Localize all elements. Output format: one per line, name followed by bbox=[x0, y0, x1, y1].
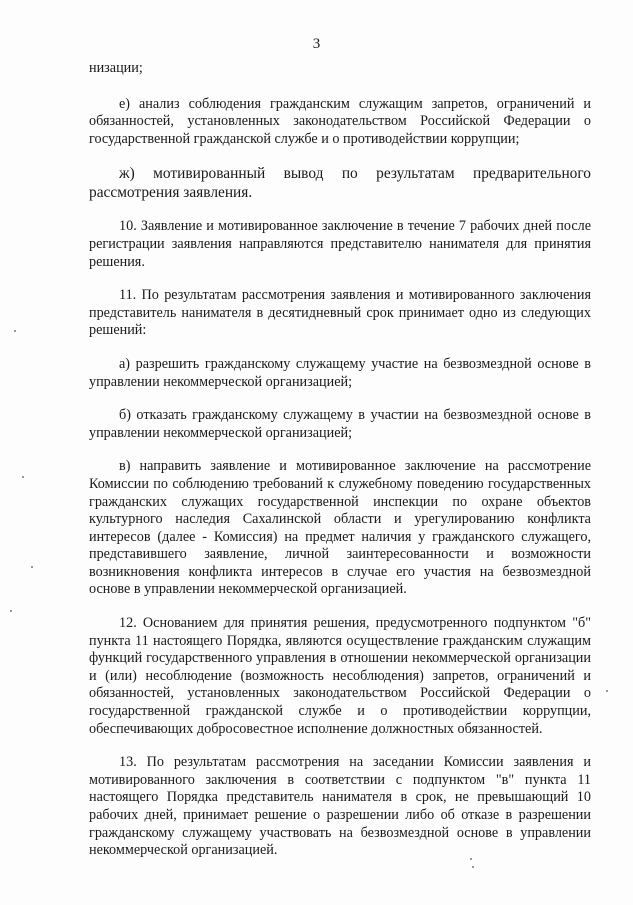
scan-speck bbox=[31, 566, 33, 568]
scan-speck bbox=[10, 610, 12, 612]
document-body bbox=[89, 60, 591, 876]
paragraph-continuation: низации; bbox=[89, 60, 143, 76]
paragraph-item-b: б) отказать гражданскому служащему в участии на безвозмездной основе в управлении некоммерческой организацией; bbox=[89, 407, 591, 441]
scan-speck bbox=[606, 690, 608, 692]
scan-speck bbox=[472, 866, 474, 868]
scan-speck bbox=[22, 476, 24, 478]
scan-speck bbox=[14, 330, 16, 332]
paragraph-11: 11. По результатам рассмотрения заявления и мотивированного заключения представитель нанимателя в десятидневный срок принимает одно из следующих решений: bbox=[89, 287, 591, 339]
paragraph-item-a: а) разрешить гражданскому служащему участие на безвозмездной основе в управлении некоммерческой организацией; bbox=[89, 355, 591, 390]
scan-speck bbox=[470, 858, 472, 860]
page-number: 3 bbox=[312, 36, 321, 52]
paragraph-12: 12. Основанием для принятия решения, предусмотренного подпунктом "б" пункта 11 настоящего Порядка, являются осуществление гражданским служащим функций государственного управления в отношении некоммерческой организации и (или) несоблюдение (возможность несоблюдения) запретов, ограничений и обязанностей, установленных законодательством Российской Федерации о государственной гражданской службе и о противодействии коррупции, обеспечивающих добросовестное исполнение должностных обязанностей. bbox=[89, 615, 591, 737]
paragraph-item-v: в) направить заявление и мотивированное заключение на рассмотрение Комиссии по соблюдению требований к служебному поведению государственных гражданских служащих государственной инспекции по охране объектов культурного наследия Сахалинской области и урегулированию конфликта интересов (далее - Комиссия) на предмет наличия у гражданского служащего, представившего заявление, личной заинтересованности и возможности возникновения конфликта интересов в случае его участия на безвозмездной основе в управлении некоммерческой организацией. bbox=[89, 458, 591, 598]
paragraph-13: 13. По результатам рассмотрения на заседании Комиссии заявления и мотивированного заключения в соответствии с подпунктом "в" пункта 11 настоящего Порядка представитель нанимателя в срок, не превышающий 10 рабочих дней, принимает решение о разрешении либо об отказе в разрешении гражданскому служащему участвовать на безвозмездной основе в управлении некоммерческой организацией. bbox=[89, 754, 591, 859]
paragraph-item-e: е) анализ соблюдения гражданским служащим запретов, ограничений и обязанностей, установленных законодательством Российской Федерации о государственной гражданской службе и о противодействии коррупции; bbox=[89, 95, 591, 147]
paragraph-10: 10. Заявление и мотивированное заключение в течение 7 рабочих дней после регистрации заявления направляются представителю нанимателя для принятия решения. bbox=[89, 218, 591, 270]
paragraph-item-zh: ж) мотивированный вывод по результатам предварительного рассмотрения заявления. bbox=[89, 165, 591, 202]
